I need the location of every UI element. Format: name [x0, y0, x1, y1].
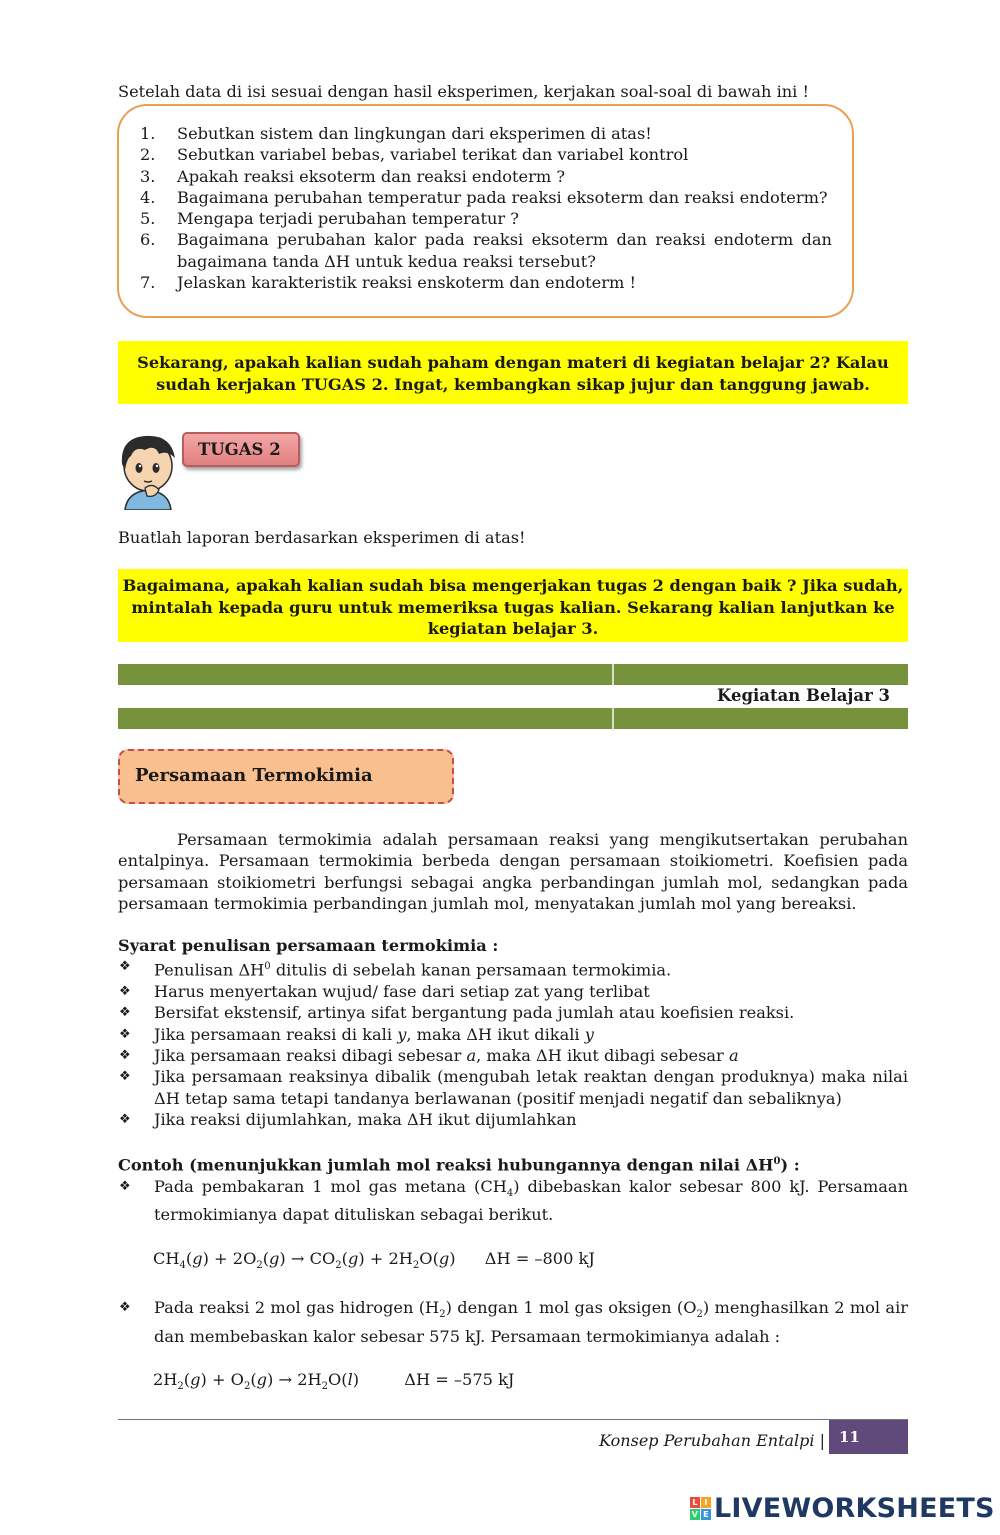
example-text: Pada pembakaran 1 mol gas metana (CH: [154, 1176, 507, 1196]
bullet-icon: ❖: [119, 1026, 131, 1042]
section-bar-bottom: [118, 708, 908, 729]
question-number: 1.: [140, 124, 156, 143]
variable: a: [728, 1046, 739, 1066]
bullet-icon: ❖: [119, 1111, 131, 1127]
main-content: [118, 829, 908, 1398]
section-bar-top: [118, 664, 908, 685]
question-text: Bagaimana perubahan temperatur pada reaksi eksoterm dan reaksi endoterm?: [177, 187, 828, 207]
variable: a: [466, 1046, 477, 1066]
rule-item: [118, 1045, 908, 1066]
equation-text: $CH_4(g) + 2O_2(g) \to CO_2(g) + 2H_2O(g)$: [153, 1248, 456, 1271]
intro-paragraph: Persamaan termokimia adalah persamaan reaksi yang mengikutsertakan perubahan entalpinya. Persamaan termokimia berbeda dengan persamaan stoikiometri. Koefisien pada persamaan stoikiometri berfungsi sebagai angka perbandingan jumlah mol, sedangkan pada persamaan termokimia perbandingan jumlah mol, menyatakan jumlah mol yang bereaksi.: [118, 830, 908, 913]
rule-item: [118, 956, 908, 981]
rule-text: , maka ΔH ikut dibagi sebesar: [476, 1046, 729, 1066]
question-text: Sebutkan variabel bebas, variabel terikat dan variabel kontrol: [177, 145, 689, 165]
question-item: [140, 166, 832, 187]
heading-text: ) :: [780, 1155, 800, 1175]
logo-letter: I: [701, 1497, 711, 1508]
variable: y: [584, 1024, 594, 1044]
example-text: ) dibebaskan kalor sebesar 800 kJ. Persamaan termokimianya dapat dituliskan sebagai berikut.: [154, 1176, 908, 1225]
superscript: 0: [264, 961, 271, 973]
bullet-icon: ❖: [119, 1178, 131, 1194]
logo-letter: E: [701, 1509, 711, 1520]
question-text: Apakah reaksi eksoterm dan reaksi endoterm ?: [177, 166, 566, 186]
tugas-instruction: Buatlah laporan berdasarkan eksperimen di atas!: [118, 528, 526, 547]
superscript: 0: [773, 1156, 781, 1168]
logo-text: LIVEWORKSHEETS: [714, 1493, 995, 1524]
rule-text: ditulis di sebelah kanan persamaan termokimia.: [270, 960, 672, 980]
rule-text: , maka ΔH ikut dikali: [406, 1024, 585, 1044]
topic-title: Persamaan Termokimia: [118, 749, 454, 804]
question-number: 3.: [140, 166, 156, 186]
tugas-badge: TUGAS 2: [182, 432, 300, 467]
footer-divider: [118, 1419, 908, 1420]
rule-text: Harus menyertakan wujud/ fase dari setiap zat yang terlibat: [154, 982, 650, 1002]
question-item: [140, 272, 832, 293]
delta-h-value: ΔH = –575 kJ: [404, 1370, 515, 1390]
bullet-icon: ❖: [119, 1048, 131, 1064]
thinking-boy-icon: [115, 430, 181, 510]
example-text: ) dengan 1 mol gas oksigen (O: [445, 1298, 697, 1318]
rule-text: Jika persamaan reaksi di kali: [154, 1024, 398, 1044]
rule-text: Jika reaksi dijumlahkan, maka ΔH ikut dijumlahkan: [154, 1109, 577, 1129]
delta-h-value: ΔH = –800 kJ: [484, 1248, 595, 1268]
question-number: 5.: [140, 209, 156, 229]
rule-text: Jika persamaan reaksi dibagi sebesar: [154, 1046, 467, 1066]
intro-text: Setelah data di isi sesuai dengan hasil eksperimen, kerjakan soal-soal di bawah ini !: [118, 82, 809, 101]
variable: y: [397, 1024, 407, 1044]
rule-item: [118, 1066, 908, 1109]
example-item: [118, 1297, 908, 1347]
liveworksheets-logo: [690, 1493, 995, 1524]
rule-item: [118, 981, 908, 1002]
equation-1: [153, 1248, 908, 1277]
rule-item: [118, 1109, 908, 1130]
footer-title: Konsep Perubahan Entalpi |: [599, 1431, 825, 1450]
question-number: 7.: [140, 273, 156, 293]
logo-letter: L: [690, 1497, 700, 1508]
question-text: Mengapa terjadi perubahan temperatur ?: [177, 209, 519, 229]
page-number: 11: [829, 1420, 908, 1454]
question-item: [140, 123, 832, 144]
notice-banner: Bagaimana, apakah kalian sudah bisa mengerjakan tugas 2 dengan baik ? Jika sudah, mintalah kepada guru untuk memeriksa tugas kalian. Sekarang kalian lanjutkan ke kegiatan belajar 3.: [118, 569, 908, 642]
question-item: [140, 144, 832, 165]
logo-letter: V: [691, 1510, 699, 1519]
bullet-icon: ❖: [119, 1005, 131, 1021]
bullet-icon: ❖: [119, 959, 131, 975]
equation-text: $2H_2(g) + O_2(g) \to 2H_2O(l)$: [153, 1370, 360, 1393]
rules-heading: Syarat penulisan persamaan termokimia :: [118, 936, 499, 956]
liveworksheets-icon: [690, 1497, 711, 1520]
rule-text: Penulisan ΔH: [154, 960, 265, 980]
subscript: 4: [506, 1188, 514, 1200]
example-text: Pada reaksi 2 mol gas hidrogen (H: [154, 1298, 440, 1318]
question-number: 2.: [140, 145, 156, 165]
question-item: [140, 208, 832, 229]
subscript: 2: [696, 1309, 703, 1321]
rule-text: Bersifat ekstensif, artinya sifat bergantung pada jumlah atau koefisien reaksi.: [154, 1003, 795, 1023]
subscript: 2: [439, 1309, 446, 1321]
question-text: Jelaskan karakteristik reaksi enskoterm dan endoterm !: [177, 273, 636, 293]
question-number: 6.: [140, 230, 156, 250]
bullet-icon: ❖: [119, 1300, 131, 1316]
notice-banner: Sekarang, apakah kalian sudah paham dengan materi di kegiatan belajar 2? Kalau sudah kerjakan TUGAS 2. Ingat, kembangkan sikap jujur dan tanggung jawab.: [118, 341, 908, 404]
rule-text: Jika persamaan reaksinya dibalik (mengubah letak reaktan dengan produknya) maka nilai ΔH tetap sama tetapi tandanya berlawanan (positif menjadi negatif dan sebaliknya): [154, 1067, 908, 1108]
questions-list: [140, 123, 832, 293]
rule-item: [118, 1002, 908, 1023]
rule-item: [118, 1024, 908, 1045]
bullet-icon: ❖: [119, 1069, 131, 1085]
section-label: Kegiatan Belajar 3: [716, 686, 890, 705]
bullet-icon: ❖: [119, 984, 131, 1000]
example-item: [118, 1176, 908, 1226]
heading-text: Contoh (menunjukkan jumlah mol reaksi hubungannya dengan nilai ΔH: [118, 1155, 774, 1175]
equation-2: [153, 1369, 908, 1398]
question-number: 4.: [140, 187, 156, 207]
example-text: ) menghasilkan 2 mol air dan membebaskan kalor sebesar 575 kJ. Persamaan termokimianya adalah :: [154, 1298, 908, 1346]
question-item: [140, 187, 832, 208]
question-text: Sebutkan sistem dan lingkungan dari eksperimen di atas!: [177, 124, 652, 143]
example-heading: [118, 1151, 908, 1176]
question-item: [140, 229, 832, 272]
question-text: Bagaimana perubahan kalor pada reaksi eksoterm dan reaksi endoterm dan bagaimana tanda ΔH untuk kedua reaksi tersebut?: [177, 230, 832, 271]
